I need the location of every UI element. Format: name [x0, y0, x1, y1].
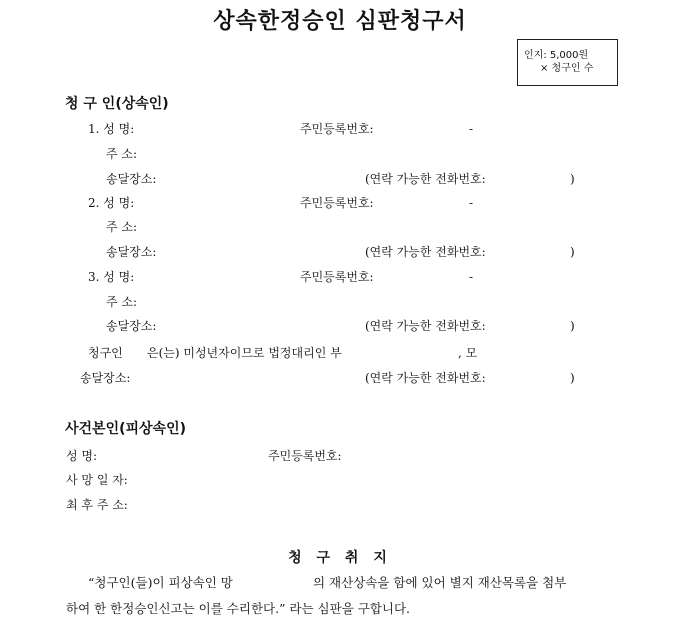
- claimant-3-rrn-label: 주민등록번호:: [300, 270, 374, 284]
- stamp-fee-multiplier: × 청구인 수: [540, 63, 594, 74]
- claimant-1-phone-label: (연락 가능한 전화번호:: [365, 172, 486, 186]
- claimant-3-rrn-dash: -: [469, 270, 474, 284]
- minor-phone-label: (연락 가능한 전화번호:: [365, 371, 486, 385]
- claimant-3-address-label: 주 소:: [106, 295, 138, 309]
- decedent-heading: 사건본인(피상속인): [65, 421, 186, 437]
- decedent-rrn-label: 주민등록번호:: [268, 449, 342, 463]
- stamp-fee-text: 인지: 5,000원: [524, 50, 589, 61]
- claimant-3-name-label: 3. 성 명:: [88, 270, 135, 284]
- claimant-2-name-label: 2. 성 명:: [88, 196, 135, 210]
- claimant-3-delivery-label: 송달장소:: [106, 319, 157, 333]
- document-title: 상속한정승인 심판청구서: [213, 9, 467, 34]
- claimant-2-rrn-label: 주민등록번호:: [300, 196, 374, 210]
- decedent-last-address-label: 최 후 주 소:: [66, 498, 128, 512]
- purpose-text-line1-part2: 의 재산상속을 함에 있어 별지 재산목록을 첨부: [313, 575, 567, 590]
- claimant-3-phone-close: ): [570, 319, 575, 333]
- claimant-2-rrn-dash: -: [469, 196, 474, 210]
- decedent-name-label: 성 명:: [66, 449, 98, 463]
- minor-mother-label: , 모: [458, 346, 478, 360]
- claimant-3-phone-label: (연락 가능한 전화번호:: [365, 319, 486, 333]
- claimant-1-name-label: 1. 성 명:: [88, 122, 135, 136]
- purpose-text-line1-part1: “청구인(들)이 피상속인 망: [88, 575, 233, 590]
- minor-delivery-label: 송달장소:: [80, 371, 131, 385]
- claimant-1-rrn-label: 주민등록번호:: [300, 122, 374, 136]
- claimant-1-rrn-dash: -: [469, 122, 474, 136]
- claimant-2-phone-close: ): [570, 245, 575, 259]
- minor-claimant-label: 청구인: [88, 346, 123, 360]
- minor-representative-text: 은(는) 미성년자이므로 법정대리인 부: [147, 346, 342, 360]
- claimant-2-delivery-label: 송달장소:: [106, 245, 157, 259]
- claimant-1-address-label: 주 소:: [106, 147, 138, 161]
- claimant-heading: 청 구 인(상속인): [65, 96, 169, 112]
- purpose-text-line2: 하여 한 한정승인신고는 이를 수리한다.” 라는 심판을 구합니다.: [66, 601, 411, 616]
- claimant-2-address-label: 주 소:: [106, 220, 138, 234]
- claimant-2-phone-label: (연락 가능한 전화번호:: [365, 245, 486, 259]
- claimant-1-phone-close: ): [570, 172, 575, 186]
- stamp-fee-box: [517, 39, 618, 86]
- claimant-1-delivery-label: 송달장소:: [106, 172, 157, 186]
- minor-phone-close: ): [570, 371, 575, 385]
- decedent-death-date-label: 사 망 일 자:: [66, 473, 128, 487]
- purpose-heading: 청 구 취 지: [288, 550, 392, 566]
